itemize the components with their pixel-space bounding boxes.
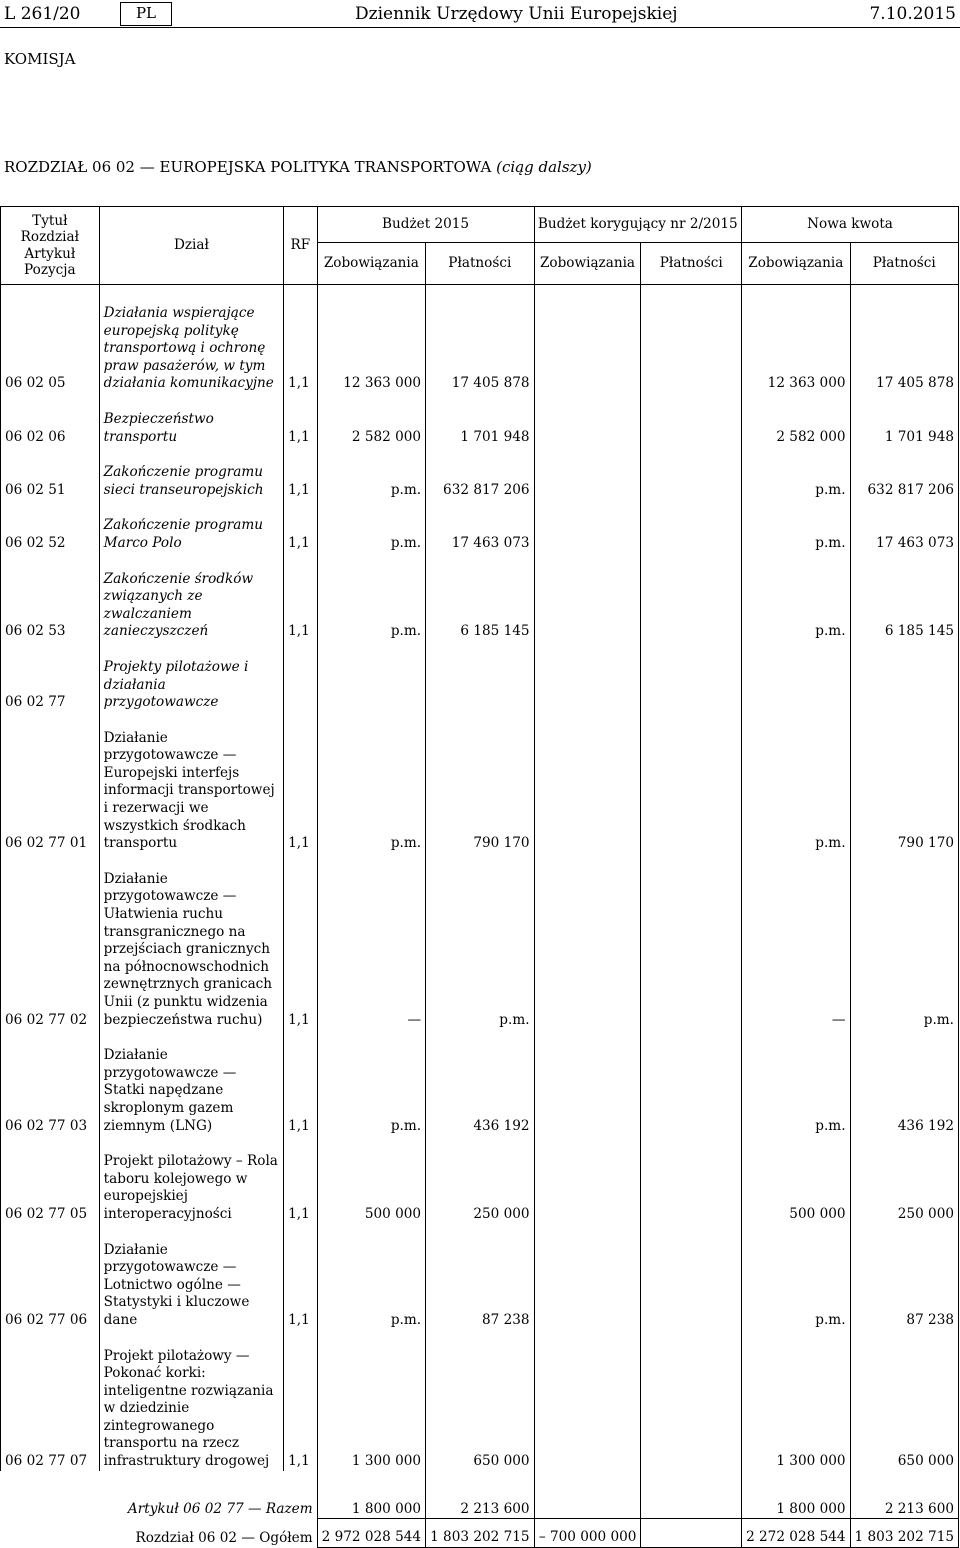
cell-budzet-zobowiazania: p.m. [317, 1029, 425, 1135]
table-row [1, 1330, 959, 1471]
subtotal-label: Artykuł 06 02 77 — Razem [127, 1501, 313, 1518]
language-badge: PL [120, 2, 172, 26]
cell-korekta-zobowiazania [534, 499, 641, 552]
header-code-line: Rozdział [20, 229, 79, 245]
subtotal-korekta-zobowiazania [534, 1471, 641, 1519]
row-code: 06 02 77 05 [1, 1135, 100, 1223]
row-heading: Działanie przygotowawcze — Ułatwienia ruchu transgranicznego na przejściach granicznych na północnowschodnich zewnętrznych granicach Unii (z punktu widzenia bezpieczeństwa ruchu) [99, 853, 283, 1029]
subtotal-budzet-zobowiazania: 1 800 000 [317, 1471, 425, 1519]
cell-nowa-platnosci: 6 185 145 [850, 553, 958, 641]
cell-budzet-zobowiazania: p.m. [317, 712, 425, 853]
header-platnosci: Płatności [641, 243, 742, 285]
cell-nowa-zobowiazania: 12 363 000 [742, 285, 850, 393]
header-rf: RF [284, 207, 317, 285]
row-heading: Zakończenie programu Marco Polo [99, 499, 283, 552]
cell-budzet-zobowiazania: 1 300 000 [317, 1330, 425, 1471]
cell-nowa-platnosci: 632 817 206 [850, 446, 958, 499]
cell-nowa-platnosci: 87 238 [850, 1224, 958, 1330]
header-nowa: Nowa kwota [742, 207, 959, 243]
cell-korekta-platnosci [641, 393, 742, 446]
cell-nowa-zobowiazania: p.m. [742, 712, 850, 853]
subtotal-budzet-platnosci: 2 213 600 [426, 1471, 534, 1519]
header-korekta: Budżet korygujący nr 2/2015 [534, 207, 742, 243]
header-zobowiazania: Zobowiązania [317, 243, 425, 285]
budget-table [0, 206, 959, 1548]
cell-budzet-zobowiazania: p.m. [317, 553, 425, 641]
header-code [1, 207, 100, 285]
row-heading: Działanie przygotowawcze — Lotnictwo ogólne — Statystyki i kluczowe dane [99, 1224, 283, 1330]
header-code-line: Pozycja [24, 262, 76, 278]
row-code: 06 02 77 [1, 641, 100, 712]
row-heading: Zakończenie programu sieci transeuropejskich [99, 446, 283, 499]
total-label: Rozdział 06 02 — Ogółem [99, 1519, 317, 1548]
cell-korekta-zobowiazania [534, 853, 641, 1029]
total-nowa-platnosci: 1 803 202 715 [850, 1519, 958, 1548]
cell-budzet-platnosci [426, 641, 534, 712]
row-code: 06 02 06 [1, 393, 100, 446]
table-row [1, 446, 959, 499]
header-platnosci: Płatności [426, 243, 534, 285]
cell-budzet-platnosci: 250 000 [426, 1135, 534, 1223]
cell-korekta-zobowiazania [534, 1135, 641, 1223]
subtotal-nowa-platnosci: 2 213 600 [850, 1471, 958, 1519]
cell-korekta-zobowiazania [534, 1330, 641, 1471]
row-rf: 1,1 [284, 446, 317, 499]
cell-nowa-zobowiazania [742, 641, 850, 712]
row-heading: Działanie przygotowawcze — Statki napędzane skroplonym gazem ziemnym (LNG) [99, 1029, 283, 1135]
header-code-line: Tytuł [32, 212, 68, 229]
row-heading: Projekt pilotażowy – Rola taboru kolejowego w europejskiej interoperacyjności [99, 1135, 283, 1223]
cell-nowa-zobowiazania: p.m. [742, 553, 850, 641]
row-code: 06 02 77 02 [1, 853, 100, 1029]
cell-korekta-zobowiazania [534, 1029, 641, 1135]
table-row [1, 853, 959, 1029]
header-zobowiazania: Zobowiązania [534, 243, 641, 285]
row-rf: 1,1 [284, 853, 317, 1029]
row-rf: 1,1 [284, 1224, 317, 1330]
row-rf: 1,1 [284, 1135, 317, 1223]
cell-korekta-zobowiazania [534, 285, 641, 393]
row-rf: 1,1 [284, 499, 317, 552]
row-rf [284, 641, 317, 712]
cell-nowa-zobowiazania: p.m. [742, 1224, 850, 1330]
chapter-title-text: ROZDZIAŁ 06 02 — EUROPEJSKA POLITYKA TRANSPORTOWA [4, 158, 492, 176]
table-row [1, 499, 959, 552]
table-row [1, 712, 959, 853]
header-platnosci: Płatności [850, 243, 958, 285]
cell-nowa-zobowiazania: p.m. [742, 499, 850, 552]
total-korekta-zobowiazania: – 700 000 000 [534, 1519, 641, 1548]
cell-budzet-platnosci: 1 701 948 [426, 393, 534, 446]
row-heading: Projekt pilotażowy — Pokonać korki: inteligentne rozwiązania w dziedzinie zintegrowanego transportu na rzecz infrastruktury drogowej [99, 1330, 283, 1471]
header-dzial: Dział [99, 207, 283, 285]
cell-budzet-zobowiazania: 2 582 000 [317, 393, 425, 446]
cell-budzet-zobowiazania: 500 000 [317, 1135, 425, 1223]
cell-korekta-zobowiazania [534, 446, 641, 499]
header-rule [0, 27, 960, 28]
table-row [1, 553, 959, 641]
total-spacer [1, 1519, 100, 1548]
cell-korekta-platnosci [641, 853, 742, 1029]
row-heading: Działanie przygotowawcze — Europejski interfejs informacji transportowej i rezerwacji we wszystkich środkach transportu [99, 712, 283, 853]
table-row [1, 1224, 959, 1330]
cell-korekta-platnosci [641, 499, 742, 552]
subtotal-spacer [1, 1471, 100, 1519]
row-heading: Działania wspierające europejską politykę transportową i ochronę praw pasażerów, w tym działania komunikacyjne [99, 285, 283, 393]
chapter-title [4, 158, 592, 176]
cell-budzet-platnosci: 632 817 206 [426, 446, 534, 499]
cell-budzet-platnosci: 17 405 878 [426, 285, 534, 393]
table-row [1, 1135, 959, 1223]
cell-korekta-platnosci [641, 712, 742, 853]
section-heading: KOMISJA [4, 50, 76, 68]
cell-korekta-platnosci [641, 446, 742, 499]
cell-korekta-zobowiazania [534, 712, 641, 853]
cell-nowa-platnosci: 790 170 [850, 712, 958, 853]
page-reference: L 261/20 [4, 4, 81, 24]
subtotal-korekta-platnosci [641, 1471, 742, 1519]
cell-budzet-platnosci: 650 000 [426, 1330, 534, 1471]
row-rf: 1,1 [284, 1330, 317, 1471]
row-rf: 1,1 [284, 1029, 317, 1135]
journal-title: Dziennik Urzędowy Unii Europejskiej [355, 4, 678, 24]
total-budzet-zobowiazania: 2 972 028 544 [317, 1519, 425, 1548]
cell-nowa-platnosci: 17 463 073 [850, 499, 958, 552]
cell-budzet-platnosci: 17 463 073 [426, 499, 534, 552]
total-budzet-platnosci: 1 803 202 715 [426, 1519, 534, 1548]
row-code: 06 02 77 01 [1, 712, 100, 853]
row-rf: 1,1 [284, 285, 317, 393]
cell-budzet-zobowiazania: 12 363 000 [317, 285, 425, 393]
cell-nowa-platnosci: 1 701 948 [850, 393, 958, 446]
subtotal-row [1, 1471, 959, 1519]
cell-nowa-platnosci: 650 000 [850, 1330, 958, 1471]
row-heading: Zakończenie środków związanych ze zwalczaniem zanieczyszczeń [99, 553, 283, 641]
row-code: 06 02 05 [1, 285, 100, 393]
cell-korekta-platnosci [641, 553, 742, 641]
header-budzet: Budżet 2015 [317, 207, 534, 243]
cell-nowa-zobowiazania: — [742, 853, 850, 1029]
total-korekta-platnosci [641, 1519, 742, 1548]
cell-nowa-platnosci: 17 405 878 [850, 285, 958, 393]
header-code-line: Artykuł [24, 245, 76, 262]
cell-nowa-platnosci: 250 000 [850, 1135, 958, 1223]
row-rf: 1,1 [284, 393, 317, 446]
journal-header [0, 2, 960, 26]
cell-budzet-platnosci: 790 170 [426, 712, 534, 853]
cell-nowa-platnosci: 436 192 [850, 1029, 958, 1135]
row-code: 06 02 52 [1, 499, 100, 552]
cell-budzet-platnosci: 87 238 [426, 1224, 534, 1330]
cell-korekta-platnosci [641, 1224, 742, 1330]
header-zobowiazania: Zobowiązania [742, 243, 850, 285]
cell-nowa-zobowiazania: 500 000 [742, 1135, 850, 1223]
table-body [1, 285, 959, 1548]
cell-nowa-zobowiazania: p.m. [742, 1029, 850, 1135]
table-row [1, 393, 959, 446]
chapter-title-continued: (ciąg dalszy) [496, 158, 592, 176]
cell-korekta-platnosci [641, 285, 742, 393]
row-code: 06 02 77 06 [1, 1224, 100, 1330]
cell-korekta-zobowiazania [534, 641, 641, 712]
cell-budzet-zobowiazania: — [317, 853, 425, 1029]
cell-budzet-zobowiazania: p.m. [317, 499, 425, 552]
row-heading: Projekty pilotażowe i działania przygotowawcze [99, 641, 283, 712]
row-code: 06 02 77 03 [1, 1029, 100, 1135]
cell-budzet-zobowiazania [317, 641, 425, 712]
cell-korekta-zobowiazania [534, 553, 641, 641]
row-code: 06 02 77 07 [1, 1330, 100, 1471]
cell-nowa-zobowiazania: 1 300 000 [742, 1330, 850, 1471]
row-rf: 1,1 [284, 712, 317, 853]
cell-budzet-zobowiazania: p.m. [317, 446, 425, 499]
row-code: 06 02 53 [1, 553, 100, 641]
cell-nowa-platnosci: p.m. [850, 853, 958, 1029]
cell-nowa-zobowiazania: p.m. [742, 446, 850, 499]
cell-budzet-platnosci: p.m. [426, 853, 534, 1029]
cell-korekta-platnosci [641, 1330, 742, 1471]
publication-date: 7.10.2015 [869, 4, 956, 24]
subtotal-nowa-zobowiazania: 1 800 000 [742, 1471, 850, 1519]
cell-korekta-zobowiazania [534, 393, 641, 446]
table-row [1, 641, 959, 712]
cell-korekta-platnosci [641, 1135, 742, 1223]
cell-budzet-platnosci: 6 185 145 [426, 553, 534, 641]
cell-nowa-zobowiazania: 2 582 000 [742, 393, 850, 446]
cell-budzet-platnosci: 436 192 [426, 1029, 534, 1135]
total-nowa-zobowiazania: 2 272 028 544 [742, 1519, 850, 1548]
cell-korekta-platnosci [641, 1029, 742, 1135]
cell-korekta-platnosci [641, 641, 742, 712]
total-row [1, 1519, 959, 1548]
table-row [1, 285, 959, 393]
row-code: 06 02 51 [1, 446, 100, 499]
cell-budzet-zobowiazania: p.m. [317, 1224, 425, 1330]
row-heading: Bezpieczeństwo transportu [99, 393, 283, 446]
row-rf: 1,1 [284, 553, 317, 641]
table-row [1, 1029, 959, 1135]
cell-nowa-platnosci [850, 641, 958, 712]
cell-korekta-zobowiazania [534, 1224, 641, 1330]
